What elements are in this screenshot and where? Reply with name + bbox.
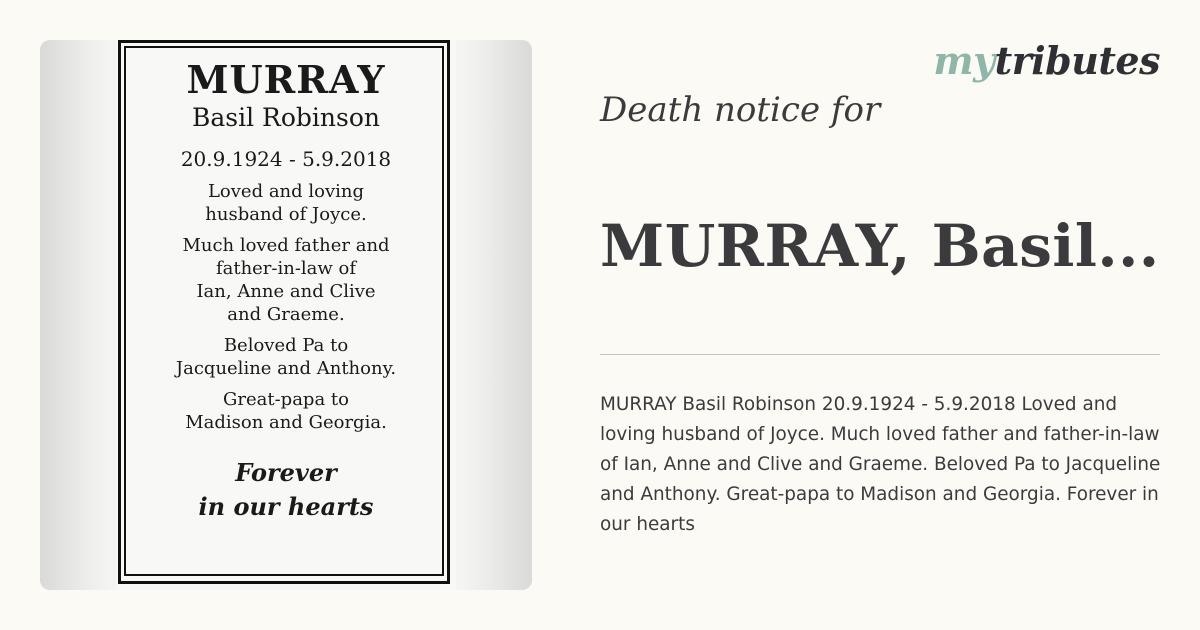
notice-paragraph-grandchildren: Beloved Pa to Jacqueline and Anthony. xyxy=(175,335,397,379)
notice-given-names: Basil Robinson xyxy=(191,103,380,132)
notice-paper xyxy=(116,40,456,590)
notice-dates: 20.9.1924 - 5.9.2018 xyxy=(180,147,392,171)
notice-surname: MURRAY xyxy=(186,57,386,102)
death-notice-image xyxy=(40,40,532,590)
notice-paragraph-great-grandchildren: Great-papa to Madison and Georgia. xyxy=(185,389,387,433)
headline-name: MURRAY, Basil... xyxy=(600,212,1160,280)
divider xyxy=(600,354,1160,355)
notice-closing: Forever in our hearts xyxy=(198,458,374,521)
logo-part-tributes: tributes xyxy=(994,38,1160,83)
logo-part-my: my xyxy=(933,38,995,83)
mytributes-logo[interactable] xyxy=(933,38,1160,83)
headline-label: Death notice for xyxy=(600,90,881,130)
notice-text-block xyxy=(126,58,446,524)
notice-paragraph-spouse: Loved and loving husband of Joyce. xyxy=(205,181,367,225)
notice-paragraph-children: Much loved father and father-in-law of Ian, Anne and Clive and Graeme. xyxy=(182,235,390,325)
notice-summary-text: MURRAY Basil Robinson 20.9.1924 - 5.9.2018 Loved and loving husband of Joyce. Much loved father and father-in-law of Ian, Anne and Clive and Graeme. Beloved Pa to Jacqueline and Anthony. Great-papa to Madison and Georgia. Forever in our hearts xyxy=(600,394,1161,535)
